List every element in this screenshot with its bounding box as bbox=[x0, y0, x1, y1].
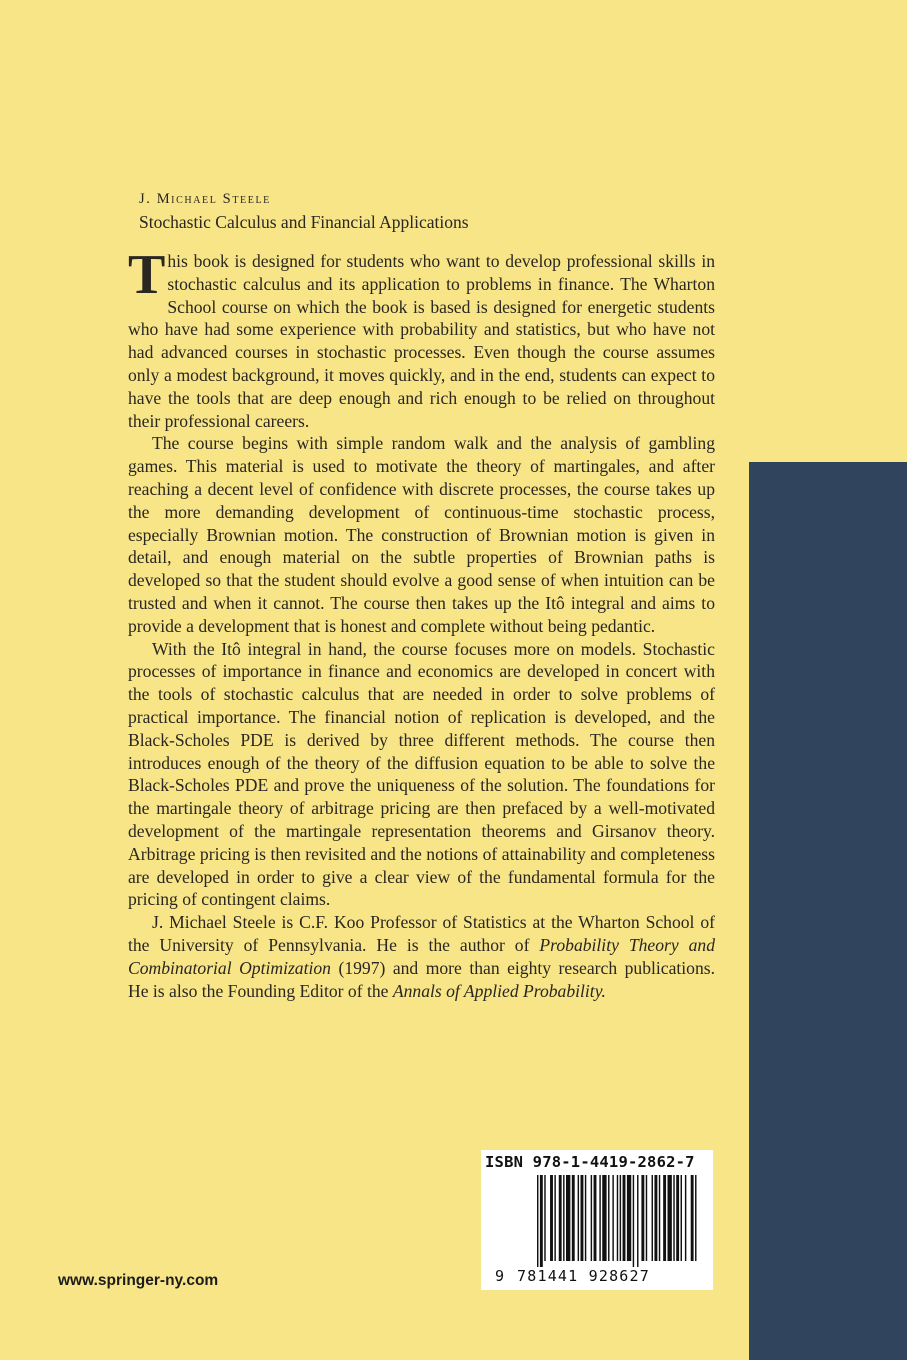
barcode-bar bbox=[652, 1175, 653, 1261]
book-description bbox=[128, 244, 716, 1002]
navy-side-bar bbox=[749, 462, 907, 1360]
barcode-bar bbox=[563, 1175, 564, 1261]
barcode-bar bbox=[663, 1175, 666, 1261]
barcode-bar bbox=[673, 1175, 674, 1261]
barcode-bar bbox=[637, 1175, 638, 1267]
paragraph-author-bio: J. Michael Steele is C.F. Koo Professor of Statistics at the Wharton School of the University of Pennsylvania. He is the author of Probability Theory and Combinatorial Optimization (1997) and more than eighty research publications. He is also the Founding Editor of the Annals of Applied Probability. bbox=[128, 912, 716, 1001]
book-reference: Probability Theory and Combinatorial Optimization bbox=[128, 934, 715, 978]
barcode-bar bbox=[602, 1175, 606, 1261]
barcode-bar bbox=[668, 1175, 672, 1261]
paragraph-course-start: The course begins with simple random walk and the analysis of gambling games. This material is used to motivate the theory of martingales, and after reaching a decent level of confidence with discrete processes, the course takes up the more demanding development of continuous-time stochastic process, especially Brownian motion. The construction of Brownian motion is given in detail, and enough material on the subtle properties of Brownian paths is developed so that the student should evolve a good sense of when intuition can be trusted and when it cannot. The course then takes up the Itô integral and aims to provide a development that is honest and complete without being pedantic. bbox=[128, 433, 715, 636]
barcode-bar bbox=[594, 1175, 597, 1261]
paragraph-models: With the Itô integral in hand, the course focuses more on models. Stochastic processes of importance in finance and economics are developed in concert with the tools of stochastic calculus that are needed in order to solve problems of practical importance. The financial notion of replication is developed, and the Black-Scholes PDE is derived by three different methods. The course then introduces enough of the theory of the diffusion equation to be able to solve the Black-Scholes PDE and prove the uniqueness of the solution. The foundations for the martingale theory of arbitrage pricing are then prefaced by a well-motivated development of the martingale representation theorems and Girsanov theory. Arbitrage pricing is then revisited and the notions of attainability and completeness are developed in order to give a clear view of the fundamental formula for the pricing of contingent claims. bbox=[128, 638, 715, 910]
barcode-bar bbox=[654, 1175, 657, 1261]
journal-reference: Annals of Applied Probability. bbox=[392, 980, 606, 1001]
barcode-bar bbox=[685, 1175, 686, 1261]
barcode-bar bbox=[559, 1175, 562, 1261]
barcode-bar bbox=[681, 1175, 682, 1261]
barcode-bar bbox=[544, 1175, 545, 1261]
ean-digits: 781441 928627 bbox=[517, 1267, 650, 1285]
barcode-bar bbox=[676, 1175, 679, 1261]
barcode-bar bbox=[623, 1175, 626, 1261]
barcode-bar bbox=[566, 1175, 570, 1261]
barcode-bar bbox=[581, 1175, 584, 1261]
barcode-bar bbox=[659, 1175, 660, 1261]
barcode-bar bbox=[578, 1175, 579, 1261]
ean-lead-digit: 9 bbox=[495, 1267, 505, 1285]
barcode-bar bbox=[585, 1175, 586, 1261]
publisher-website: www.springer-ny.com bbox=[58, 1272, 219, 1289]
barcode-bar bbox=[633, 1175, 634, 1267]
barcode-bar bbox=[695, 1175, 696, 1261]
paragraph-intro bbox=[128, 244, 715, 432]
barcode-bar bbox=[612, 1175, 613, 1261]
barcode-bar bbox=[608, 1175, 609, 1261]
barcode-bar bbox=[550, 1175, 553, 1261]
barcode-bar bbox=[641, 1175, 644, 1261]
book-title: Stochastic Calculus and Financial Applications bbox=[139, 212, 469, 232]
paragraph-intro-text: his book is designed for students who want to develop professional skills in stochastic calculus and its application to problems in finance. The Wharton School course on which the book is based is designed for energetic students who have had some experience with probability and statistics, but who have not had advanced courses in stochastic processes. Even though the course assumes only a modest background, it moves quickly, and in the end, students can expect to have the tools that are deep enough and rich enough to be relied on throughout their professional careers. bbox=[128, 251, 715, 431]
barcode-bar bbox=[620, 1175, 621, 1261]
barcode-bar bbox=[646, 1175, 647, 1261]
isbn-label: ISBN 978-1-4419-2862-7 bbox=[485, 1153, 695, 1171]
barcode-bar bbox=[617, 1175, 618, 1261]
barcode-bar bbox=[572, 1175, 575, 1261]
barcode-bar bbox=[537, 1175, 538, 1267]
author-name: J. Michael Steele bbox=[139, 191, 271, 207]
barcode-bar bbox=[627, 1175, 631, 1261]
barcode-bar bbox=[554, 1175, 555, 1261]
barcode-bar bbox=[540, 1175, 543, 1267]
isbn-barcode-box bbox=[481, 1150, 713, 1290]
drop-cap: T bbox=[128, 244, 166, 306]
barcode-bar bbox=[691, 1175, 694, 1261]
barcode-bar bbox=[599, 1175, 600, 1261]
barcode-bar bbox=[591, 1175, 592, 1261]
